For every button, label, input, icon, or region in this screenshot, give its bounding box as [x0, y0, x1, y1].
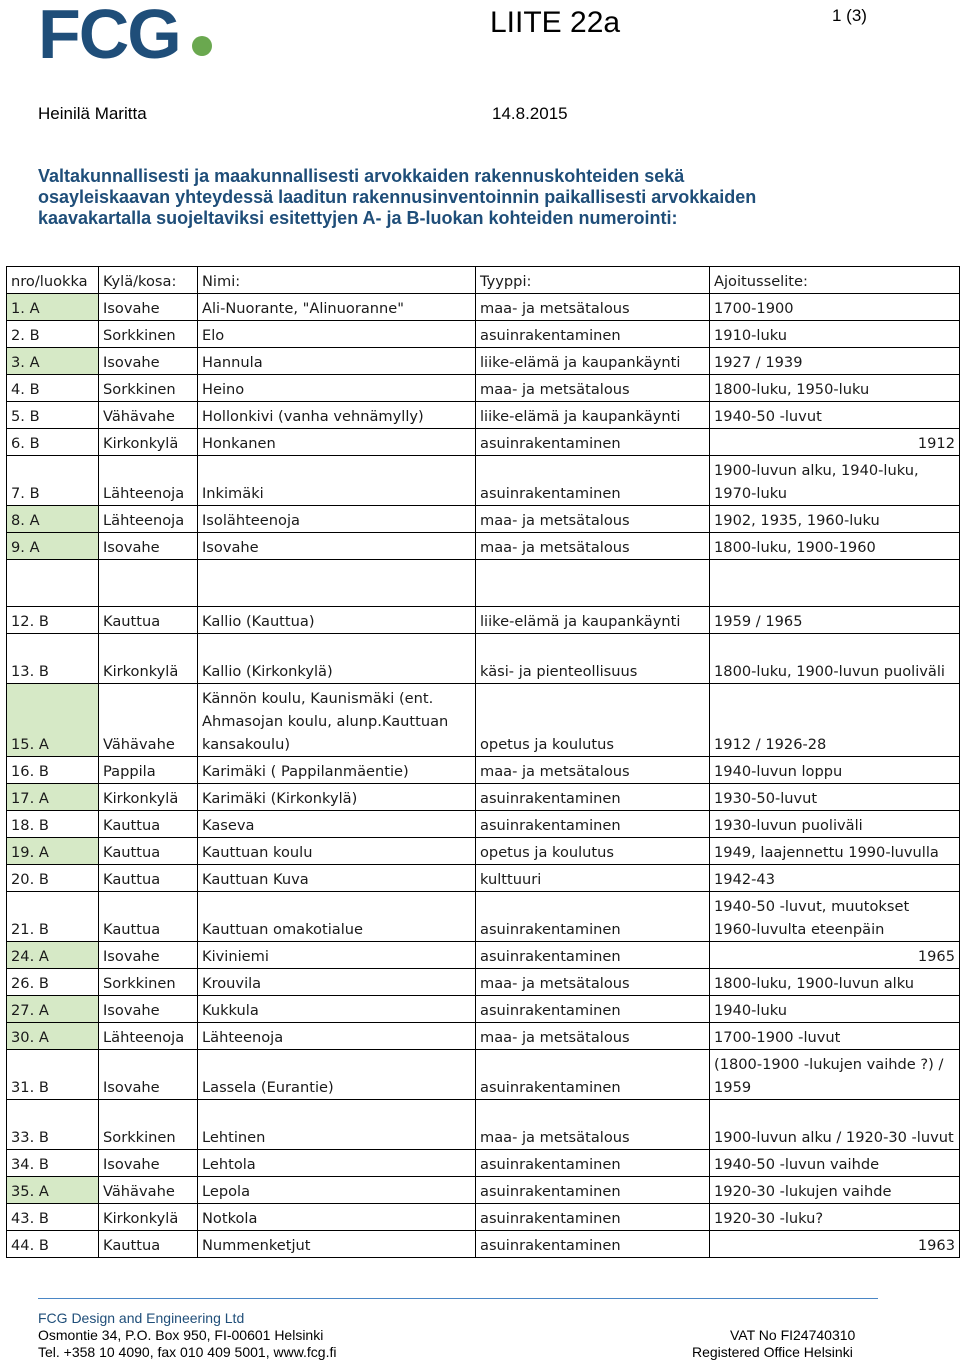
cell-nimi: Lepola — [198, 1177, 476, 1204]
cell-ajoitus: 1800-luku, 1900-luvun puoliväli — [710, 634, 960, 684]
cell-nro — [7, 560, 99, 607]
cell-ajoitus — [710, 560, 960, 607]
cell-tyyppi: asuinrakentaminen — [476, 1050, 710, 1100]
cell-ajoitus: 1920-30 -lukujen vaihde — [710, 1177, 960, 1204]
table-row — [7, 757, 960, 784]
cell-kyla: Sorkkinen — [99, 321, 198, 348]
document-date: 14.8.2015 — [492, 104, 568, 123]
cell-tyyppi: asuinrakentaminen — [476, 321, 710, 348]
table-row — [7, 1023, 960, 1050]
cell-nro: 7. B — [7, 456, 99, 506]
cell-nro: 12. B — [7, 607, 99, 634]
cell-nro: 43. B — [7, 1204, 99, 1231]
table-row — [7, 321, 960, 348]
cell-nimi: Hollonkivi (vanha vehnämylly) — [198, 402, 476, 429]
cell-tyyppi: maa- ja metsätalous — [476, 757, 710, 784]
cell-nro: 4. B — [7, 375, 99, 402]
heading-line: osayleiskaavan yhteydessä laaditun rakennusinventoinnin paikallisesti arvokkaiden — [38, 187, 757, 207]
cell-nimi: Nummenketjut — [198, 1231, 476, 1258]
cell-tyyppi: asuinrakentaminen — [476, 1204, 710, 1231]
cell-tyyppi: kulttuuri — [476, 865, 710, 892]
cell-nro: 1. A — [7, 294, 99, 321]
cell-tyyppi: asuinrakentaminen — [476, 1150, 710, 1177]
cell-nro: 15. A — [7, 684, 99, 757]
cell-kyla: Isovahe — [99, 996, 198, 1023]
cell-nro: 5. B — [7, 402, 99, 429]
cell-nimi: Kallio (Kauttua) — [198, 607, 476, 634]
cell-kyla: Isovahe — [99, 1050, 198, 1100]
cell-nro: 24. A — [7, 942, 99, 969]
cell-ajoitus: 1940-50 -luvut, muutokset 1960-luvulta eteenpäin — [710, 892, 960, 942]
cell-kyla: Pappila — [99, 757, 198, 784]
cell-kyla: Kauttua — [99, 892, 198, 942]
cell-kyla: Kauttua — [99, 838, 198, 865]
cell-nro: 9. A — [7, 533, 99, 560]
cell-ajoitus: 1800-luku, 1900-1960 — [710, 533, 960, 560]
cell-kyla: Kauttua — [99, 811, 198, 838]
cell-kyla: Kauttua — [99, 607, 198, 634]
cell-nimi: Karimäki ( Pappilanmäentie) — [198, 757, 476, 784]
cell-tyyppi: maa- ja metsätalous — [476, 506, 710, 533]
cell-ajoitus: 1900-luvun alku, 1940-luku, 1970-luku — [710, 456, 960, 506]
cell-nimi: Kauttuan Kuva — [198, 865, 476, 892]
cell-tyyppi: käsi- ja pienteollisuus — [476, 634, 710, 684]
cell-ajoitus: 1940-50 -luvut — [710, 402, 960, 429]
cell-tyyppi: liike-elämä ja kaupankäynti — [476, 348, 710, 375]
cell-nimi: Isovahe — [198, 533, 476, 560]
cell-kyla: Vähävahe — [99, 684, 198, 757]
logo-text: FCG — [38, 2, 180, 64]
heading-line: Valtakunnallisesti ja maakunnallisesti arvokkaiden rakennuskohteiden sekä — [38, 166, 685, 186]
cell-nimi: Kaseva — [198, 811, 476, 838]
cell-nimi: Lehtinen — [198, 1100, 476, 1150]
cell-ajoitus: 1920-30 -luku? — [710, 1204, 960, 1231]
cell-ajoitus: 1940-luku — [710, 996, 960, 1023]
table-body — [7, 294, 960, 1258]
table-row — [7, 1150, 960, 1177]
cell-ajoitus: 1940-luvun loppu — [710, 757, 960, 784]
cell-tyyppi: asuinrakentaminen — [476, 429, 710, 456]
cell-tyyppi: asuinrakentaminen — [476, 892, 710, 942]
cell-ajoitus: 1963 — [710, 1231, 960, 1258]
column-header-kyla: Kylä/kosa: — [99, 267, 198, 294]
fcg-logo-graphic — [38, 2, 218, 64]
building-register-table — [6, 266, 960, 1258]
cell-nro: 16. B — [7, 757, 99, 784]
table-row — [7, 506, 960, 533]
cell-nro: 17. A — [7, 784, 99, 811]
cell-kyla: Sorkkinen — [99, 969, 198, 996]
heading-line: kaavakartalla suojeltaviksi esitettyjen A- ja B-luokan kohteiden numerointi: — [38, 208, 678, 228]
cell-nimi: Krouvila — [198, 969, 476, 996]
table-row — [7, 784, 960, 811]
cell-nro: 6. B — [7, 429, 99, 456]
table-row — [7, 942, 960, 969]
cell-kyla: Vähävahe — [99, 1177, 198, 1204]
cell-tyyppi: opetus ja koulutus — [476, 838, 710, 865]
cell-ajoitus: 1800-luku, 1950-luku — [710, 375, 960, 402]
cell-nimi: Kukkula — [198, 996, 476, 1023]
cell-ajoitus: 1930-luvun puoliväli — [710, 811, 960, 838]
cell-tyyppi: asuinrakentaminen — [476, 1231, 710, 1258]
cell-tyyppi: asuinrakentaminen — [476, 784, 710, 811]
cell-nro: 31. B — [7, 1050, 99, 1100]
cell-nro: 33. B — [7, 1100, 99, 1150]
table-row — [7, 375, 960, 402]
cell-kyla: Kirkonkylä — [99, 784, 198, 811]
cell-nro: 34. B — [7, 1150, 99, 1177]
cell-nro: 3. A — [7, 348, 99, 375]
attachment-label: LIITE 22a — [490, 6, 621, 39]
cell-ajoitus: 1800-luku, 1900-luvun alku — [710, 969, 960, 996]
cell-tyyppi: liike-elämä ja kaupankäynti — [476, 607, 710, 634]
cell-kyla: Kirkonkylä — [99, 429, 198, 456]
table-row — [7, 294, 960, 321]
cell-nro: 44. B — [7, 1231, 99, 1258]
table-row — [7, 969, 960, 996]
cell-nro: 26. B — [7, 969, 99, 996]
cell-tyyppi: maa- ja metsätalous — [476, 1023, 710, 1050]
cell-ajoitus: 1949, laajennettu 1990-luvulla — [710, 838, 960, 865]
cell-kyla: Lähteenoja — [99, 1023, 198, 1050]
cell-tyyppi: maa- ja metsätalous — [476, 1100, 710, 1150]
table-row — [7, 560, 960, 607]
cell-tyyppi: asuinrakentaminen — [476, 942, 710, 969]
table-row — [7, 892, 960, 942]
cell-nro: 13. B — [7, 634, 99, 684]
cell-nimi: Inkimäki — [198, 456, 476, 506]
cell-nro: 8. A — [7, 506, 99, 533]
cell-ajoitus: 1927 / 1939 — [710, 348, 960, 375]
cell-tyyppi: maa- ja metsätalous — [476, 294, 710, 321]
cell-tyyppi: asuinrakentaminen — [476, 811, 710, 838]
cell-nro: 21. B — [7, 892, 99, 942]
cell-kyla: Sorkkinen — [99, 1100, 198, 1150]
cell-kyla: Lähteenoja — [99, 506, 198, 533]
table-header-row — [7, 267, 960, 294]
table-row — [7, 811, 960, 838]
table-row — [7, 348, 960, 375]
table-row — [7, 1177, 960, 1204]
table-row — [7, 429, 960, 456]
cell-nimi: Notkola — [198, 1204, 476, 1231]
cell-kyla: Kauttua — [99, 1231, 198, 1258]
cell-ajoitus: 1900-luvun alku / 1920-30 -luvut — [710, 1100, 960, 1150]
cell-tyyppi — [476, 560, 710, 607]
cell-nimi: Lassela (Eurantie) — [198, 1050, 476, 1100]
footer-address: Osmontie 34, P.O. Box 950, FI-00601 Helsinki — [38, 1327, 324, 1343]
fcg-logo — [38, 2, 218, 64]
table-row — [7, 1204, 960, 1231]
table-row — [7, 456, 960, 506]
cell-kyla: Isovahe — [99, 533, 198, 560]
cell-nimi — [198, 560, 476, 607]
cell-nimi: Kännön koulu, Kaunismäki (ent. Ahmasojan koulu, alunp.Kauttuan kansakoulu) — [198, 684, 476, 757]
cell-kyla: Isovahe — [99, 942, 198, 969]
cell-nimi: Elo — [198, 321, 476, 348]
table-row — [7, 684, 960, 757]
cell-ajoitus: 1700-1900 — [710, 294, 960, 321]
cell-kyla: Isovahe — [99, 348, 198, 375]
author: Heinilä Maritta — [38, 104, 147, 123]
cell-nimi: Hannula — [198, 348, 476, 375]
cell-nimi: Heino — [198, 375, 476, 402]
table-row — [7, 996, 960, 1023]
cell-kyla: Sorkkinen — [99, 375, 198, 402]
cell-ajoitus: 1942-43 — [710, 865, 960, 892]
column-header-ajoitus: Ajoitusselite: — [710, 267, 960, 294]
cell-tyyppi: maa- ja metsätalous — [476, 533, 710, 560]
table-row — [7, 1231, 960, 1258]
cell-tyyppi: maa- ja metsätalous — [476, 969, 710, 996]
cell-ajoitus: 1700-1900 -luvut — [710, 1023, 960, 1050]
cell-nimi: Kauttuan koulu — [198, 838, 476, 865]
cell-kyla: Isovahe — [99, 294, 198, 321]
cell-nimi: Kiviniemi — [198, 942, 476, 969]
footer-company: FCG Design and Engineering Ltd — [38, 1310, 245, 1326]
cell-nro: 35. A — [7, 1177, 99, 1204]
footer-registered-office: Registered Office Helsinki — [692, 1344, 853, 1360]
footer-divider — [38, 1298, 878, 1299]
cell-ajoitus: (1800-1900 -lukujen vaihde ?) / 1959 — [710, 1050, 960, 1100]
table-row — [7, 838, 960, 865]
cell-kyla: Kauttua — [99, 865, 198, 892]
page-number: 1 (3) — [832, 6, 867, 25]
column-header-nro: nro/luokka — [7, 267, 99, 294]
cell-kyla: Lähteenoja — [99, 456, 198, 506]
cell-nro: 27. A — [7, 996, 99, 1023]
cell-ajoitus: 1940-50 -luvun vaihde — [710, 1150, 960, 1177]
cell-nro: 18. B — [7, 811, 99, 838]
footer-vat: VAT No FI24740310 — [730, 1327, 856, 1343]
cell-nimi: Lähteenoja — [198, 1023, 476, 1050]
cell-kyla: Vähävahe — [99, 402, 198, 429]
cell-ajoitus: 1959 / 1965 — [710, 607, 960, 634]
cell-tyyppi: asuinrakentaminen — [476, 456, 710, 506]
cell-nimi: Honkanen — [198, 429, 476, 456]
table-row — [7, 607, 960, 634]
table-row — [7, 634, 960, 684]
table-row — [7, 1100, 960, 1150]
table-row — [7, 533, 960, 560]
cell-kyla: Kirkonkylä — [99, 1204, 198, 1231]
table-row — [7, 402, 960, 429]
cell-nimi: Ali-Nuorante, "Alinuoranne" — [198, 294, 476, 321]
column-header-nimi: Nimi: — [198, 267, 476, 294]
cell-kyla: Isovahe — [99, 1150, 198, 1177]
cell-kyla — [99, 560, 198, 607]
cell-tyyppi: asuinrakentaminen — [476, 1177, 710, 1204]
cell-ajoitus: 1912 / 1926-28 — [710, 684, 960, 757]
table-row — [7, 1050, 960, 1100]
footer-contact: Tel. +358 10 4090, fax 010 409 5001, www.fcg.fi — [38, 1344, 337, 1360]
cell-nro: 20. B — [7, 865, 99, 892]
cell-ajoitus: 1965 — [710, 942, 960, 969]
document-heading — [38, 166, 928, 229]
cell-nro: 19. A — [7, 838, 99, 865]
cell-kyla: Kirkonkylä — [99, 634, 198, 684]
cell-tyyppi: asuinrakentaminen — [476, 996, 710, 1023]
cell-nimi: Karimäki (Kirkonkylä) — [198, 784, 476, 811]
cell-nimi: Isolähteenoja — [198, 506, 476, 533]
cell-ajoitus: 1902, 1935, 1960-luku — [710, 506, 960, 533]
cell-ajoitus: 1912 — [710, 429, 960, 456]
logo-dot — [192, 36, 212, 56]
cell-nimi: Kallio (Kirkonkylä) — [198, 634, 476, 684]
cell-nimi: Lehtola — [198, 1150, 476, 1177]
cell-ajoitus: 1910-luku — [710, 321, 960, 348]
cell-tyyppi: liike-elämä ja kaupankäynti — [476, 402, 710, 429]
cell-tyyppi: maa- ja metsätalous — [476, 375, 710, 402]
cell-tyyppi: opetus ja koulutus — [476, 684, 710, 757]
cell-nro: 2. B — [7, 321, 99, 348]
column-header-tyyppi: Tyyppi: — [476, 267, 710, 294]
cell-nimi: Kauttuan omakotialue — [198, 892, 476, 942]
cell-nro: 30. A — [7, 1023, 99, 1050]
cell-ajoitus: 1930-50-luvut — [710, 784, 960, 811]
table-row — [7, 865, 960, 892]
